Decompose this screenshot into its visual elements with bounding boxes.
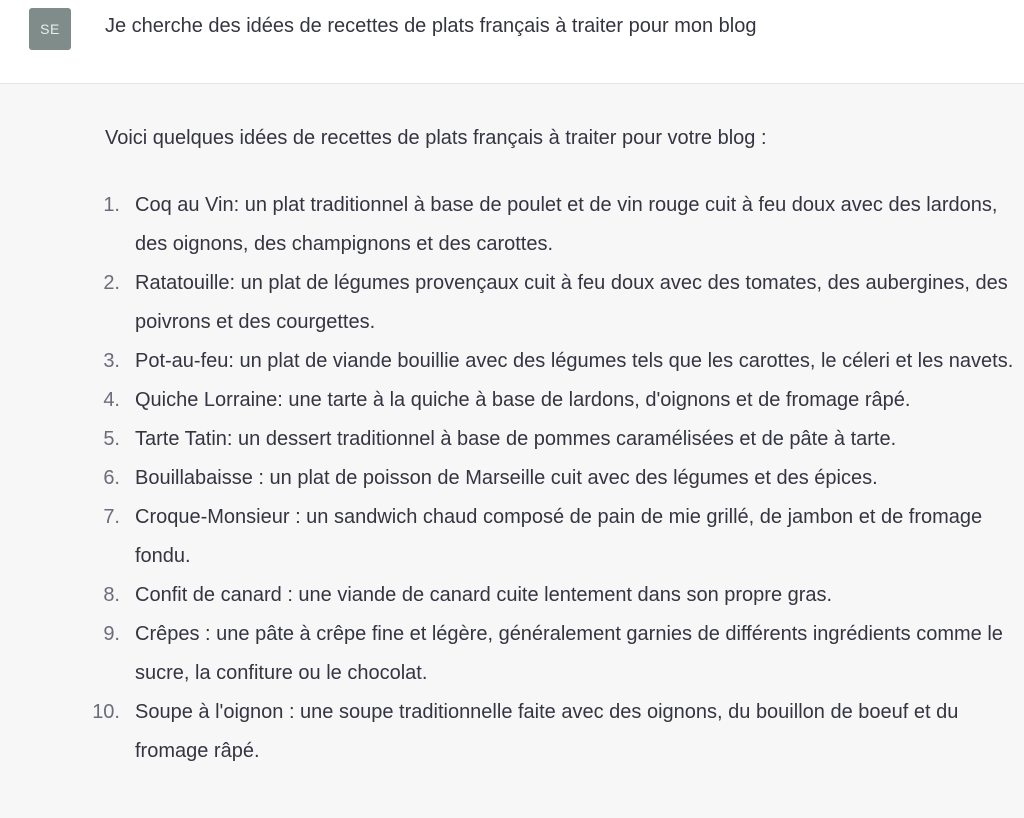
list-item: [0, 381, 1024, 420]
list-item-text: Coq au Vin: un plat traditionnel à base de poulet et de vin rouge cuit à feu doux avec des lardons, des oignons, des champignons et des carottes.: [135, 194, 998, 255]
list-item-number: 2.: [103, 272, 120, 294]
list-item-text: Croque-Monsieur : un sandwich chaud composé de pain de mie grillé, de jambon et de fromage fondu.: [135, 506, 983, 567]
list-item-text: Pot-au-feu: un plat de viande bouillie avec des légumes tels que les carottes, le céleri et les navets.: [135, 350, 1014, 372]
list-item-text: Bouillabaisse : un plat de poisson de Marseille cuit avec des légumes et des épices.: [135, 467, 878, 489]
list-item-text: Ratatouille: un plat de légumes provençaux cuit à feu doux avec des tomates, des aubergines, des poivrons et des courgettes.: [135, 272, 1008, 333]
list-item: [0, 459, 1024, 498]
list-item-number: 8.: [103, 584, 120, 606]
list-item: [0, 186, 1024, 264]
list-item: [0, 615, 1024, 693]
list-item-number: 5.: [103, 428, 120, 450]
list-item-text: Soupe à l'oignon : une soupe traditionnelle faite avec des oignons, du bouillon de boeuf et du fromage râpé.: [135, 701, 959, 762]
list-item-number: 4.: [103, 389, 120, 411]
list-item-text: Quiche Lorraine: une tarte à la quiche à base de lardons, d'oignons et de fromage râpé.: [135, 389, 911, 411]
list-item-text: Tarte Tatin: un dessert traditionnel à base de pommes caramélisées et de pâte à tarte.: [135, 428, 897, 450]
list-item: [0, 342, 1024, 381]
user-avatar-initials: SE: [40, 21, 60, 37]
list-item-number: 7.: [103, 506, 120, 528]
user-message-text: Je cherche des idées de recettes de plats français à traiter pour mon blog: [105, 15, 757, 37]
list-item-number: 6.: [103, 467, 120, 489]
list-item-text: Confit de canard : une viande de canard cuite lentement dans son propre gras.: [135, 584, 833, 606]
list-item-number: 1.: [103, 194, 120, 216]
list-item: [0, 498, 1024, 576]
list-item-text: Crêpes : une pâte à crêpe fine et légère, généralement garnies de différents ingrédients comme le sucre, la confiture ou le chocolat.: [135, 623, 1003, 684]
list-item: [0, 576, 1024, 615]
list-item: [0, 420, 1024, 459]
user-avatar: [29, 8, 71, 50]
list-item-number: 9.: [103, 623, 120, 645]
list-item-number: 10.: [92, 701, 120, 723]
user-message-row: [0, 0, 1024, 84]
list-item: [0, 264, 1024, 342]
list-item-number: 3.: [103, 350, 120, 372]
assistant-intro-text: Voici quelques idées de recettes de plats français à traiter pour votre blog :: [105, 127, 767, 149]
assistant-message-row: [0, 84, 1024, 818]
list-item: [0, 693, 1024, 771]
recipe-list: [0, 186, 1024, 771]
